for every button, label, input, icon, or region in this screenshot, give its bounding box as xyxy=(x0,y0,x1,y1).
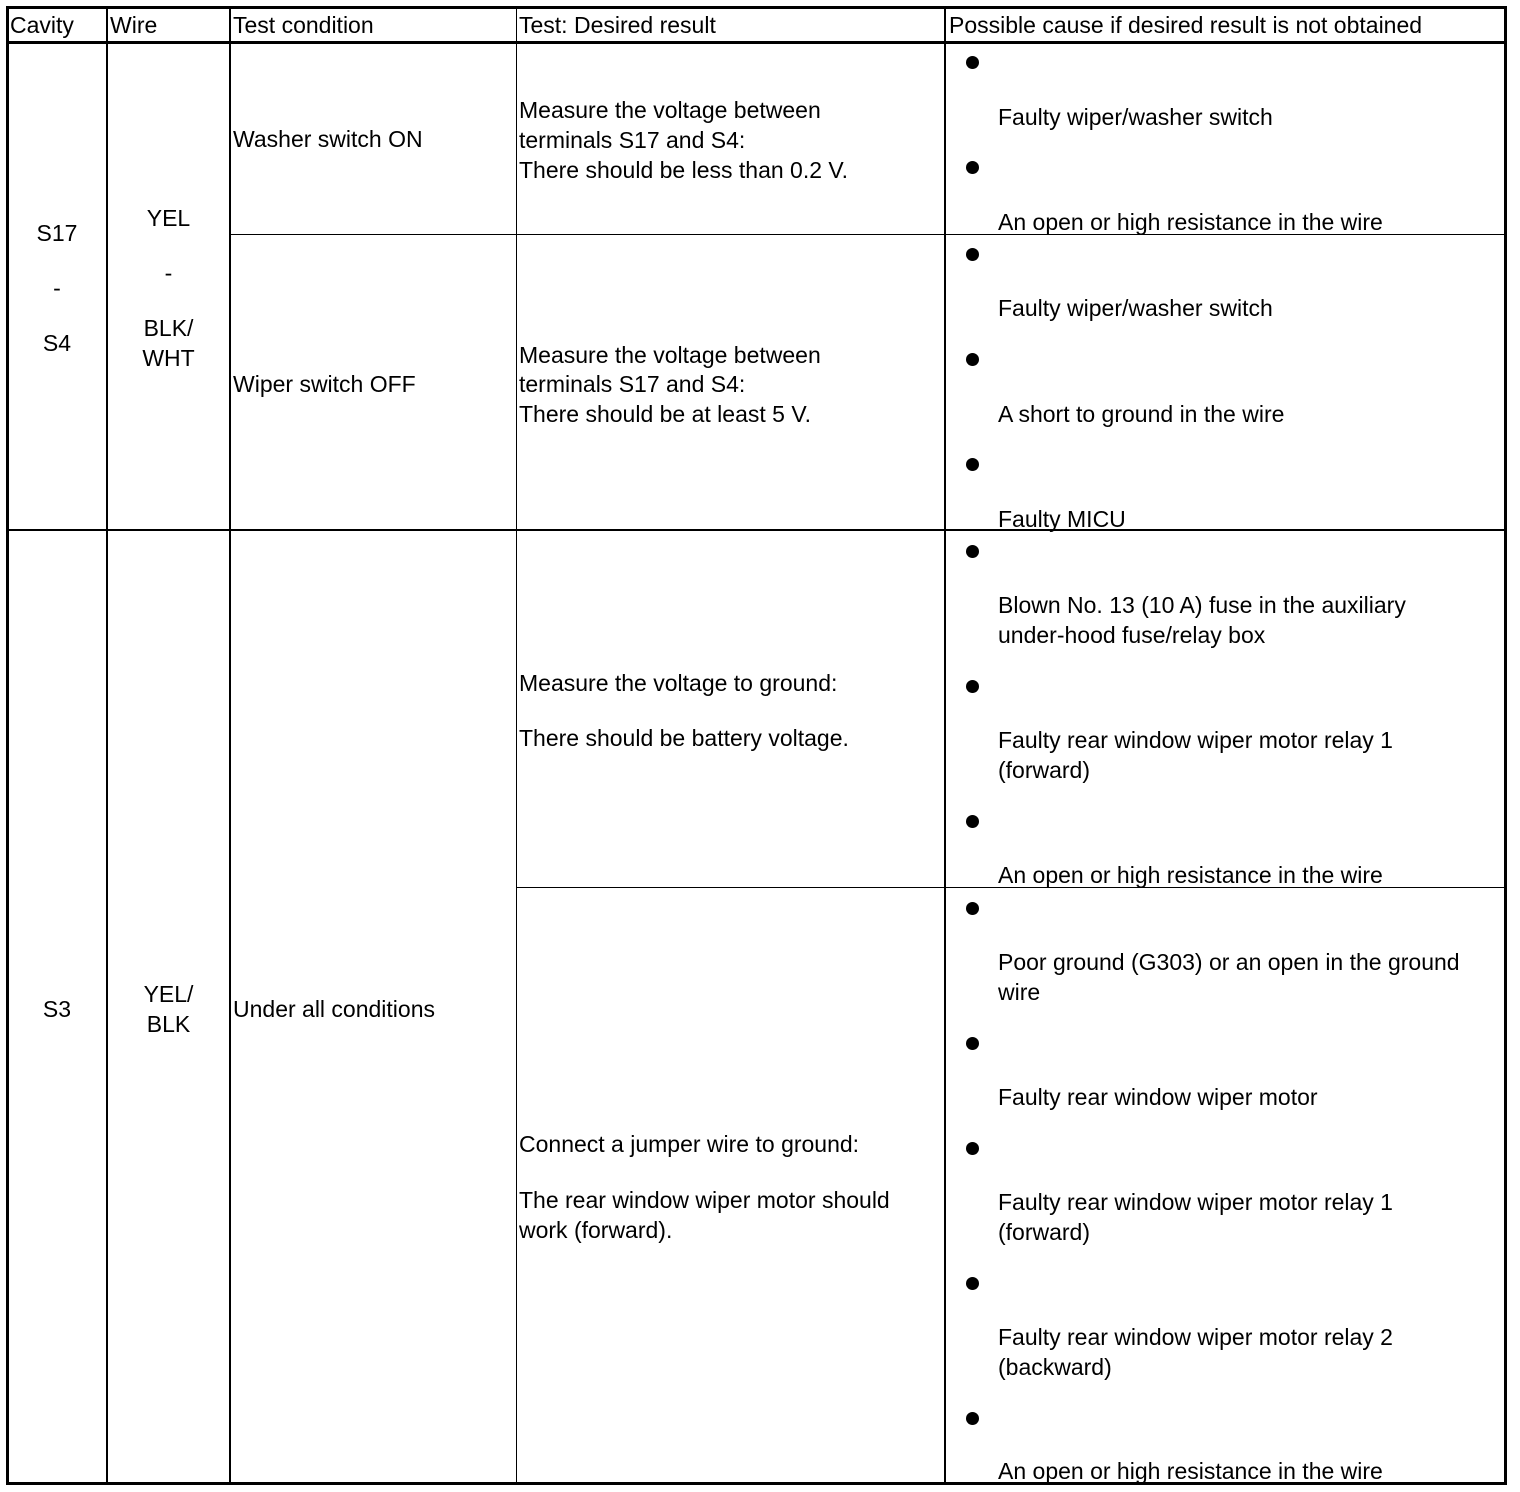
cause-item: Poor ground (G303) or an open in the ground xyxy=(998,949,1460,975)
test-condition-cell: Wiper switch OFF xyxy=(233,371,416,397)
wire-color-cell: WHT xyxy=(142,345,195,371)
wire-color-cell: BLK xyxy=(146,1011,191,1037)
desired-result-cell: There should be battery voltage. xyxy=(519,725,849,751)
col-divider-2 xyxy=(229,6,231,1485)
bullet-icon xyxy=(966,1277,979,1290)
header-divider xyxy=(6,41,1507,44)
cause-item: Faulty MICU xyxy=(998,506,1126,532)
desired-result-cell: The rear window wiper motor should xyxy=(519,1187,890,1213)
cavity-cell: S3 xyxy=(42,996,72,1022)
bullet-icon xyxy=(966,1412,979,1425)
wire-color-cell: - xyxy=(164,260,173,286)
col-divider-4 xyxy=(944,6,946,1485)
bullet-icon xyxy=(966,545,979,558)
bullet-icon xyxy=(966,56,979,69)
cause-item: Faulty rear window wiper motor relay 2 xyxy=(998,1324,1393,1350)
header-possible-cause: Possible cause if desired result is not obtained xyxy=(949,12,1423,38)
cause-item: Faulty wiper/washer switch xyxy=(998,295,1273,321)
cause-item: A short to ground in the wire xyxy=(998,401,1285,427)
test-condition-cell: Washer switch ON xyxy=(233,126,423,152)
border-top xyxy=(6,6,1507,9)
cause-item: (backward) xyxy=(998,1354,1112,1380)
cavity-cell: S4 xyxy=(42,330,72,356)
header-desired-result: Test: Desired result xyxy=(519,12,716,38)
cause-item: (forward) xyxy=(998,757,1091,783)
bullet-icon xyxy=(966,353,979,366)
bullet-icon xyxy=(966,458,979,471)
bullet-icon xyxy=(966,248,979,261)
desired-result-cell: Measure the voltage to ground: xyxy=(519,670,838,696)
header-cavity: Cavity xyxy=(10,12,74,38)
cause-item: Faulty wiper/washer switch xyxy=(998,104,1273,130)
cavity-cell: - xyxy=(53,275,61,301)
cause-item: An open or high resistance in the wire xyxy=(998,209,1383,235)
desired-result-cell: Connect a jumper wire to ground: xyxy=(519,1131,860,1157)
wire-color-cell: BLK/ xyxy=(143,315,194,341)
cause-item: Faulty rear window wiper motor relay 1 xyxy=(998,727,1393,753)
cause-item: Faulty rear window wiper motor xyxy=(998,1084,1318,1110)
bullet-icon xyxy=(966,815,979,828)
bullet-icon xyxy=(966,1142,979,1155)
cause-item: (forward) xyxy=(998,1219,1091,1245)
border-right xyxy=(1504,6,1507,1485)
bullet-icon xyxy=(966,1037,979,1050)
cause-item: An open or high resistance in the wire xyxy=(998,862,1383,888)
bullet-icon xyxy=(966,161,979,174)
bullet-icon xyxy=(966,902,979,915)
desired-result-cell: Measure the voltage between xyxy=(519,97,821,123)
desired-result-cell: terminals S17 and S4: xyxy=(519,127,746,153)
header-wire: Wire xyxy=(110,12,158,38)
cavity-cell: S17 xyxy=(36,220,78,246)
test-condition-cell: Under all conditions xyxy=(233,996,436,1022)
desired-result-cell: Measure the voltage between xyxy=(519,342,821,368)
wire-color-cell: YEL xyxy=(146,205,191,231)
row-divider-group xyxy=(6,529,1507,531)
cause-item: Faulty rear window wiper motor relay 1 xyxy=(998,1189,1393,1215)
desired-result-cell: There should be less than 0.2 V. xyxy=(519,157,849,183)
cause-item: Blown No. 13 (10 A) fuse in the auxiliary xyxy=(998,592,1406,618)
desired-result-cell: terminals S17 and S4: xyxy=(519,371,746,397)
col-divider-3 xyxy=(516,6,517,1485)
cause-item: under-hood fuse/relay box xyxy=(998,622,1266,648)
bullet-icon xyxy=(966,680,979,693)
desired-result-cell: There should be at least 5 V. xyxy=(519,401,811,427)
cause-item: An open or high resistance in the wire xyxy=(998,1458,1383,1484)
wire-color-cell: YEL/ xyxy=(143,981,194,1007)
cause-item: wire xyxy=(998,979,1041,1005)
desired-result-cell: work (forward). xyxy=(519,1217,673,1243)
header-test-condition: Test condition xyxy=(233,12,374,38)
